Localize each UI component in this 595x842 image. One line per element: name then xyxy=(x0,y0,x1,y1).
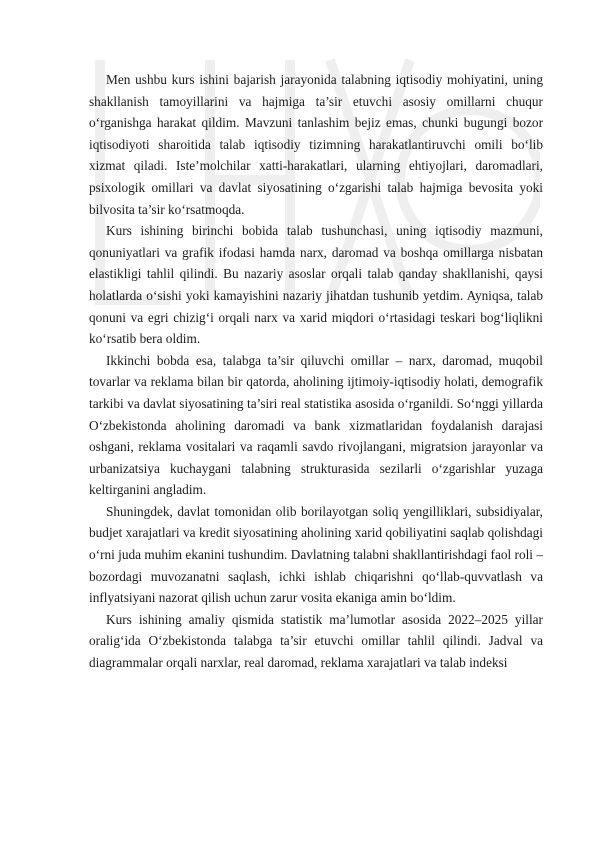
paragraph-2: Kurs ishining birinchi bobida talab tushunchasi, uning iqtisodiy mazmuni, qonuniyatlari va grafik ifodasi hamda narx, daromad va boshqa omillarga nisbatan elastikligi tahlil qilindi. Bu nazariy asoslar orqali talab qanday shakllanishi, qaysi holatlarda o‘sishi yoki kamayishini nazariy jihatdan tushunib yetdim. Ayniqsa, talab qonuni va egri chizig‘i orqali narx va xarid miqdori o‘rtasidagi teskari bog‘liqlikni ko‘rsatib bera oldim. xyxy=(89,223,543,347)
document-body xyxy=(89,69,543,674)
paragraph-5: Kurs ishining amaliy qismida statistik ma’lumotlar asosida 2022–2025 yillar oralig‘ida O‘zbekistonda talabga ta’sir etuvchi omillar tahlil qilindi. Jadval va diagrammalar orqali narxlar, real daromad, reklama xarajatlari va talab indeksi xyxy=(89,611,543,671)
paragraph-1: Men ushbu kurs ishini bajarish jarayonida talabning iqtisodiy mohiyatini, uning shakllanish tamoyillarini va hajmiga ta’sir etuvchi asosiy omillarni chuqur o‘rganishga harakat qildim. Mavzuni tanlashim bejiz emas, chunki bugungi bozor iqtisodiyoti sharoitida talab iqtisodiy tizimning harakatlantiruvchi omili bo‘lib xizmat qiladi. Iste’molchilar xatti-harakatlari, ularning ehtiyojlari, daromadlari, psixologik omillari va davlat siyosatining o‘zgarishi talab hajmiga bevosita yoki bilvosita ta’sir ko‘rsatmoqda. xyxy=(89,72,543,217)
paragraph-4: Shuningdek, davlat tomonidan olib borilayotgan soliq yengilliklari, subsidiyalar, budjet xarajatlari va kredit siyosatining aholining xarid qobiliyatini saqlab qolishdagi o‘rni juda muhim ekanini tushundim. Davlatning talabni shakllantirishdagi faol roli – bozordagi muvozanatni saqlash, ichki ishlab chiqarishni qo‘llab-quvvatlash va inflyatsiyani nazorat qilish uchun zarur vosita ekaniga amin bo‘ldim. xyxy=(89,503,543,606)
paragraph-3: Ikkinchi bobda esa, talabga ta’sir qiluvchi omillar – narx, daromad, muqobil tovarlar va reklama bilan bir qatorda, aholining ijtimoiy-iqtisodiy holati, demografik tarkibi va davlat siyosatining ta’siri real statistika asosida o‘rganildi. So‘nggi yillarda O‘zbekistonda aholining daromadi va bank xizmatlaridan foydalanish darajasi oshgani, reklama vositalari va raqamli savdo rivojlangani, migratsion jarayonlar va urbanizatsiya kuchaygani talabning strukturasida sezilarli o‘zgarishlar yuzaga keltirganini angladim. xyxy=(89,352,543,498)
